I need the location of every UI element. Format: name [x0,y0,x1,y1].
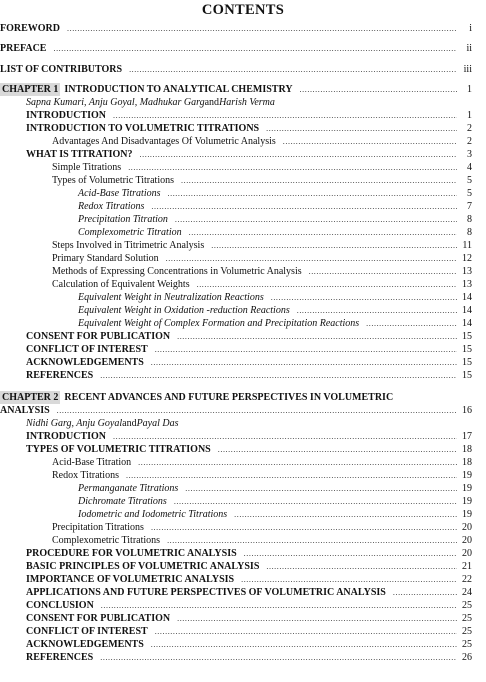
dot-leader [297,304,457,317]
toc-entry[interactable] [26,430,472,443]
dot-leader [234,508,457,521]
entry-title: Complexometric Titration [78,227,182,238]
page-number: 17 [462,431,472,442]
toc-entry[interactable] [78,508,472,521]
entry-title: Types of Volumetric Titrations [52,175,174,186]
entry-title: ANALYSIS [0,405,50,416]
dot-leader [271,291,457,304]
dot-leader [309,265,457,278]
toc-entry[interactable] [26,638,472,651]
entry-title: ACKNOWLEDGEMENTS [26,357,144,368]
dot-leader [100,369,457,382]
dot-leader [211,239,457,252]
entry-title: IMPORTANCE OF VOLUMETRIC ANALYSIS [26,574,235,585]
author-line [26,96,472,109]
chapter-2-heading[interactable] [0,391,472,404]
entry-title: Acid-Base Titrations [78,188,161,199]
dot-leader [177,330,457,343]
dot-leader [266,560,457,573]
toc-entry[interactable] [26,343,472,356]
page-number: 15 [462,331,472,342]
entry-title: Advantages And Disadvantages Of Volumetric Analysis [52,136,276,147]
entry-title: Primary Standard Solution [52,253,159,264]
toc-entry[interactable] [26,443,472,456]
toc-entry[interactable] [0,42,472,55]
page-number: 16 [462,405,472,416]
entry-title: CONFLICT OF INTEREST [26,626,148,637]
page-number: 2 [467,123,472,134]
entry-title: Redox Titrations [78,201,145,212]
entry-title: WHAT IS TITRATION? [26,149,133,160]
toc-entry[interactable] [52,265,472,278]
toc-entry[interactable] [78,482,472,495]
page-number: 13 [462,266,472,277]
entry-title: Calculation of Equivalent Weights [52,279,190,290]
entry-title: Methods of Expressing Concentrations in Volumetric Analysis [52,266,302,277]
page-number: 18 [462,457,472,468]
toc-entry[interactable] [26,369,472,382]
dot-leader [140,148,457,161]
toc-entry[interactable] [78,495,472,508]
page-number: 21 [462,561,472,572]
dot-leader [126,469,457,482]
dot-leader [177,612,457,625]
dot-leader [57,404,457,417]
dot-leader [151,200,457,213]
page-number: 20 [462,548,472,559]
entry-title: Precipitation Titration [78,214,168,225]
toc-entry[interactable] [52,161,472,174]
last-author: Harish Verma [219,97,275,108]
dot-leader [266,122,457,135]
authors: Nidhi Garg, Anju Goyal [26,418,123,429]
toc-entry[interactable] [26,560,472,573]
toc-entry[interactable] [52,135,472,148]
dot-leader [101,599,457,612]
toc-entry[interactable] [0,83,472,96]
toc-entry[interactable] [26,586,472,599]
toc-entry[interactable] [26,356,472,369]
entry-title: REFERENCES [26,370,94,381]
toc-entry[interactable] [26,573,472,586]
page-number: 19 [462,509,472,520]
page-number: 14 [462,318,472,329]
page-number: 14 [462,292,472,303]
toc-entry[interactable] [52,174,472,187]
entry-title: Acid-Base Titration [52,457,132,468]
page-number: iii [463,64,472,75]
dot-leader [166,252,457,265]
dot-leader [151,356,457,369]
authors: Sapna Kumari, Anju Goyal, Madhukar Garg [26,97,205,108]
entry-title: LIST OF CONTRIBUTORS [0,64,123,75]
toc-entry[interactable] [26,148,472,161]
toc-entry[interactable] [78,187,472,200]
page-number: 8 [467,214,472,225]
dot-leader [300,83,457,96]
dot-leader [151,638,457,651]
dot-leader [175,213,457,226]
toc-entry[interactable] [26,109,472,122]
entry-title: CONCLUSION [26,600,94,611]
entry-title: Simple Titrations [52,162,122,173]
dot-leader [283,135,457,148]
dot-leader [241,573,457,586]
entry-title: Permanganate Titrations [78,483,179,494]
toc-entry[interactable] [52,252,472,265]
page-number: 5 [467,175,472,186]
entry-title: Iodometric and Iodometric Titrations [78,509,228,520]
toc-entry[interactable] [0,404,472,417]
page-number: 20 [462,522,472,533]
toc-entry[interactable] [26,330,472,343]
dot-leader [189,226,457,239]
dot-leader [197,278,457,291]
page-number: 12 [462,253,472,264]
entry-title: Complexometric Titrations [52,535,161,546]
entry-title: INTRODUCTION TO VOLUMETRIC TITRATIONS [26,123,260,134]
page-number: 8 [467,227,472,238]
page-number: 20 [462,535,472,546]
entry-title: Steps Involved in Titrimetric Analysis [52,240,205,251]
dot-leader [100,651,457,664]
toc-entry[interactable] [26,599,472,612]
toc-entry[interactable] [78,317,472,330]
dot-leader [151,521,457,534]
dot-leader [155,625,457,638]
toc-entry[interactable] [78,213,472,226]
entry-title: Dichromate Titrations [78,496,167,507]
toc-entry[interactable] [52,456,472,469]
page-number: 14 [462,305,472,316]
entry-title: Precipitation Titrations [52,522,144,533]
page-number: 15 [462,344,472,355]
page-number: 22 [462,574,472,585]
author-line [26,417,472,430]
entry-title: CONSENT FOR PUBLICATION [26,613,171,624]
page-number: 5 [467,188,472,199]
toc-entry[interactable] [78,291,472,304]
dot-leader [113,430,457,443]
page-number: 25 [462,626,472,637]
page-number: 25 [462,600,472,611]
dot-leader [138,456,457,469]
entry-title: REFERENCES [26,652,94,663]
page-number: 25 [462,613,472,624]
entry-title: INTRODUCTION TO ANALYTICAL CHEMISTRY [64,84,293,95]
entry-title: PROCEDURE FOR VOLUMETRIC ANALYSIS [26,548,237,559]
page-number: 11 [462,240,472,251]
page-number: ii [466,43,472,54]
dot-leader [244,547,457,560]
page-number: 2 [467,136,472,147]
page-number: 13 [462,279,472,290]
dot-leader [174,495,457,508]
toc-entry[interactable] [52,239,472,252]
dot-leader [129,63,457,76]
dot-leader [167,534,457,547]
page-number: 26 [462,652,472,663]
toc-entry[interactable] [52,534,472,547]
page-number: 19 [462,496,472,507]
dot-leader [113,109,457,122]
dot-leader [366,317,457,330]
entry-title: FOREWORD [0,23,60,34]
toc-entry[interactable] [0,22,472,35]
entry-title: CONSENT FOR PUBLICATION [26,331,171,342]
dot-leader [393,586,457,599]
toc-entry[interactable] [78,304,472,317]
dot-leader [218,443,457,456]
page-number: 15 [462,357,472,368]
page-number: 1 [467,84,472,95]
contents-title: CONTENTS [201,2,285,18]
toc-entry[interactable] [26,547,472,560]
toc-entry[interactable] [26,625,472,638]
page-number: 19 [462,483,472,494]
toc-entry[interactable] [26,122,472,135]
toc-entry[interactable] [52,469,472,482]
authors-conjunction: and [204,97,220,108]
entry-title: Equivalent Weight in Neutralization Reactions [78,292,264,303]
page-number: i [469,23,472,34]
dot-leader [168,187,458,200]
dot-leader [181,174,457,187]
entry-title: INTRODUCTION [26,110,107,121]
page-number: 1 [467,110,472,121]
page-number: 18 [462,444,472,455]
dot-leader [185,482,457,495]
entry-title: Redox Titrations [52,470,119,481]
entry-title: ACKNOWLEDGEMENTS [26,639,144,650]
entry-title: CONFLICT OF INTEREST [26,344,148,355]
authors-conjunction: and [122,418,137,429]
toc-entry[interactable] [78,200,472,213]
toc-entry[interactable] [78,226,472,239]
page-number: 7 [467,201,472,212]
entry-title: BASIC PRINCIPLES OF VOLUMETRIC ANALYSIS [26,561,260,572]
toc-entry[interactable] [0,63,472,76]
entry-title: Equivalent Weight of Complex Formation and Precipitation Reactions [78,318,360,329]
page-number: 19 [462,470,472,481]
dot-leader [128,161,457,174]
chapter-2-title: RECENT ADVANCES AND FUTURE PERSPECTIVES IN VOLUMETRIC [64,392,394,403]
dot-leader [155,343,457,356]
page-number: 24 [462,587,472,598]
entry-title: APPLICATIONS AND FUTURE PERSPECTIVES OF VOLUMETRIC ANALYSIS [26,587,386,598]
entry-title: PREFACE [0,43,47,54]
chapter-2-label: CHAPTER 2 [2,392,59,403]
entry-title: TYPES OF VOLUMETRIC TITRATIONS [26,444,211,455]
entry-title: Equivalent Weight in Oxidation -reduction Reactions [78,305,290,316]
page-number: 25 [462,639,472,650]
page-number: 4 [467,162,472,173]
dot-leader [53,42,457,55]
toc-entry[interactable] [26,612,472,625]
dot-leader [67,22,457,35]
page-number: 15 [462,370,472,381]
last-author: Payal Das [136,418,179,429]
toc-entry[interactable] [52,278,472,291]
page-number: 3 [467,149,472,160]
entry-title: INTRODUCTION [26,431,107,442]
toc-entry[interactable] [52,521,472,534]
chapter-label: CHAPTER 1 [2,84,59,95]
toc-entry[interactable] [26,651,472,664]
